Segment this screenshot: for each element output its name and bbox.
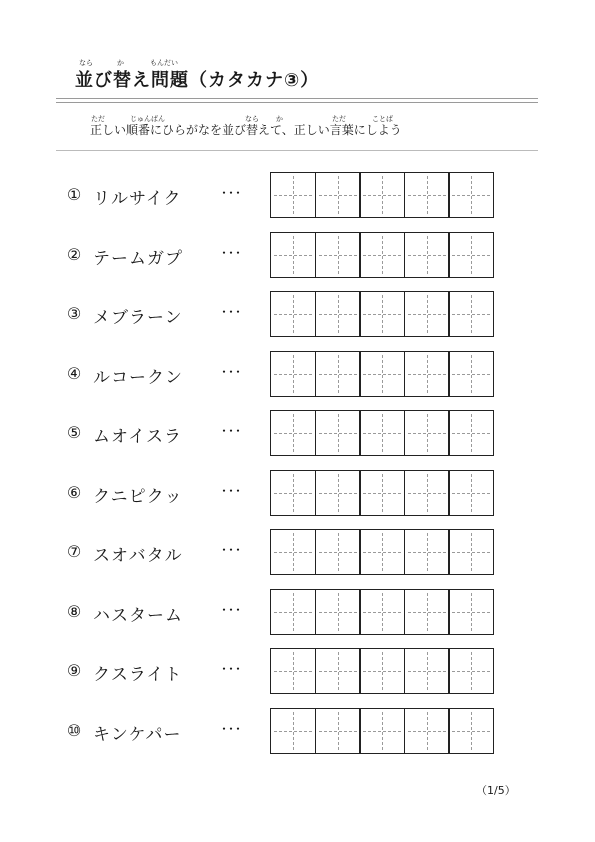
ellipsis-dots: ･･･ (221, 424, 243, 438)
answer-box[interactable] (270, 232, 316, 278)
answer-boxes (270, 470, 493, 516)
answer-box[interactable] (359, 708, 405, 754)
question-row (0, 589, 595, 635)
answer-box[interactable] (270, 708, 316, 754)
answer-box[interactable] (359, 172, 405, 218)
answer-box[interactable] (404, 708, 450, 754)
question-row (0, 351, 595, 397)
question-row (0, 232, 595, 278)
question-number: ⑩ (66, 720, 82, 740)
ellipsis-dots: ･･･ (221, 602, 243, 617)
ellipsis-dots: ･･･ (221, 662, 243, 676)
answer-boxes (270, 589, 493, 635)
scrambled-word: スオバタル (93, 546, 183, 566)
answer-box[interactable] (315, 529, 361, 575)
answer-box[interactable] (315, 589, 361, 635)
answer-box[interactable] (359, 648, 405, 694)
answer-box[interactable] (404, 470, 450, 516)
answer-boxes (270, 232, 493, 278)
answer-box[interactable] (270, 529, 316, 575)
answer-box[interactable] (359, 470, 405, 516)
question-row (0, 648, 595, 694)
answer-boxes (270, 648, 493, 694)
answer-boxes (270, 410, 493, 456)
ruby-ka: か (117, 59, 124, 67)
answer-box[interactable] (448, 529, 494, 575)
ellipsis-dots: ･･･ (221, 721, 243, 736)
answer-box[interactable] (359, 529, 405, 575)
ellipsis-dots: ･･･ (221, 245, 243, 260)
answer-box[interactable] (359, 589, 405, 635)
answer-box[interactable] (448, 648, 494, 694)
answer-box[interactable] (404, 232, 450, 278)
ellipsis-dots: ･･･ (221, 305, 243, 319)
answer-box[interactable] (270, 470, 316, 516)
scrambled-word: リルサイク (93, 189, 182, 209)
answer-boxes (270, 708, 493, 754)
answer-box[interactable] (315, 470, 361, 516)
scrambled-word: クニピクッ (93, 486, 183, 507)
ruby-nara: なら (79, 59, 93, 67)
question-row (0, 172, 595, 218)
scrambled-word: キンケパー (93, 724, 182, 745)
question-number: ⑤ (66, 423, 82, 442)
answer-box[interactable] (404, 529, 450, 575)
ruby-nara-2: なら (245, 115, 259, 123)
answer-box[interactable] (448, 172, 494, 218)
question-row (0, 529, 595, 575)
answer-box[interactable] (315, 232, 361, 278)
scrambled-word: ムオイスラ (93, 427, 182, 447)
answer-box[interactable] (270, 291, 316, 337)
answer-boxes (270, 529, 493, 575)
scrambled-word: ルコークン (93, 367, 183, 388)
answer-box[interactable] (270, 410, 316, 456)
answer-boxes (270, 172, 493, 218)
answer-box[interactable] (448, 232, 494, 278)
ruby-junban: じゅんばん (130, 115, 165, 123)
scrambled-word: メブラーン (93, 308, 183, 328)
answer-box[interactable] (315, 172, 361, 218)
answer-box[interactable] (270, 589, 316, 635)
answer-box[interactable] (404, 410, 450, 456)
question-number: ⑨ (66, 661, 82, 680)
answer-box[interactable] (359, 410, 405, 456)
answer-box[interactable] (404, 589, 450, 635)
answer-box[interactable] (315, 648, 361, 694)
answer-box[interactable] (404, 291, 450, 337)
question-number: ⑧ (66, 601, 82, 621)
ellipsis-dots: ･･･ (221, 364, 243, 379)
page-number: （1/5） (476, 784, 516, 797)
question-number: ⑥ (66, 482, 82, 502)
answer-box[interactable] (448, 470, 494, 516)
question-number: ⑦ (66, 542, 82, 561)
question-number: ① (66, 185, 82, 204)
answer-box[interactable] (270, 648, 316, 694)
ruby-tada-1: ただ (91, 115, 105, 123)
scrambled-word: クスライト (93, 665, 183, 685)
question-row (0, 708, 595, 754)
question-number: ② (66, 244, 82, 264)
answer-boxes (270, 351, 493, 397)
ruby-kotoba: ことば (372, 115, 393, 123)
answer-box[interactable] (448, 410, 494, 456)
ruby-tada-2: ただ (332, 115, 346, 123)
answer-box[interactable] (270, 351, 316, 397)
answer-box[interactable] (315, 291, 361, 337)
answer-box[interactable] (270, 172, 316, 218)
ruby-mondai: もんだい (150, 59, 178, 67)
answer-box[interactable] (359, 351, 405, 397)
question-row (0, 410, 595, 456)
answer-box[interactable] (359, 291, 405, 337)
answer-box[interactable] (315, 410, 361, 456)
question-number: ③ (66, 304, 82, 323)
question-row (0, 470, 595, 516)
answer-box[interactable] (359, 232, 405, 278)
answer-box[interactable] (448, 589, 494, 635)
ellipsis-dots: ･･･ (221, 543, 243, 557)
scrambled-word: テームガプ (93, 248, 183, 269)
answer-box[interactable] (315, 708, 361, 754)
ellipsis-dots: ･･･ (221, 483, 243, 498)
page-title: 並び替え問題（カタカナ③） (75, 70, 320, 91)
question-number: ④ (66, 363, 82, 383)
instruction-text: 正しい順番にひらがなを並び替えて、正しい言葉にしよう (90, 123, 402, 137)
ellipsis-dots: ･･･ (221, 186, 243, 200)
answer-box[interactable] (404, 172, 450, 218)
ruby-ka-2: か (276, 115, 283, 123)
answer-box[interactable] (404, 351, 450, 397)
answer-boxes (270, 291, 493, 337)
scrambled-word: ハスターム (93, 605, 183, 626)
answer-box[interactable] (448, 351, 494, 397)
answer-box[interactable] (315, 351, 361, 397)
answer-box[interactable] (404, 648, 450, 694)
answer-box[interactable] (448, 708, 494, 754)
question-row (0, 291, 595, 337)
answer-box[interactable] (448, 291, 494, 337)
